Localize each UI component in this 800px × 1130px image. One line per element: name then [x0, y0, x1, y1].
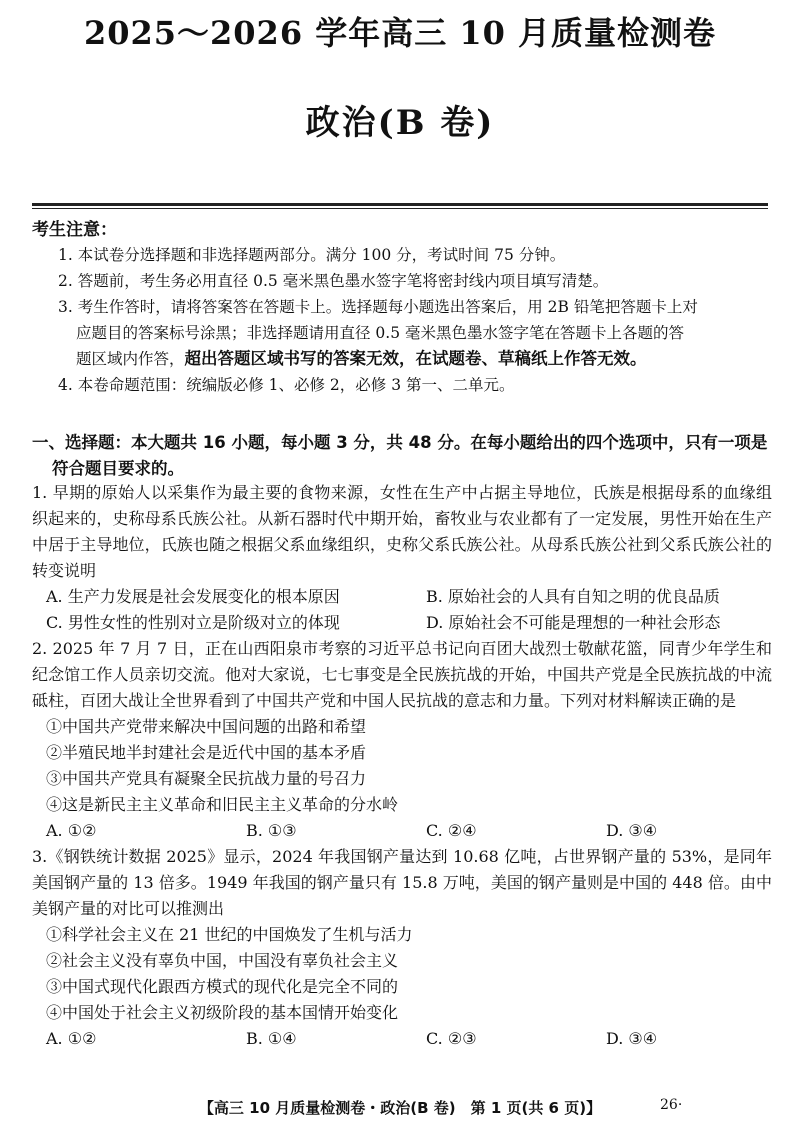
question-1 [32, 480, 772, 636]
option-b: B. 原始社会的人具有自知之明的优良品质 [426, 587, 720, 606]
question-options [32, 584, 772, 636]
header-divider [32, 203, 768, 206]
statement-2: ②社会主义没有辜负中国，中国没有辜负社会主义 [46, 951, 399, 970]
statement-4: ④中国处于社会主义初级阶段的基本国情开始变化 [46, 1003, 399, 1022]
option-d: D. 原始社会不可能是理想的一种社会形态 [426, 613, 721, 632]
option-a: A. ①② [46, 1029, 97, 1048]
question-options [32, 818, 772, 844]
statement-1: ①中国共产党带来解决中国问题的出路和希望 [46, 717, 367, 736]
statement-4: ④这是新民主主义革命和旧民主主义革命的分水岭 [46, 795, 399, 814]
question-list [32, 480, 772, 1052]
option-c: C. ②③ [426, 1029, 477, 1048]
notice-item-3 [58, 294, 768, 372]
statement-2: ②半殖民地半封建社会是近代中国的基本矛盾 [46, 743, 367, 762]
section-heading-line1: 一、选择题：本大题共 16 小题，每小题 3 分，共 48 分。在每小题给出的四个选项中，只有一项是 [32, 433, 768, 452]
option-a: A. ①② [46, 821, 97, 840]
question-2 [32, 636, 772, 844]
question-statements [32, 922, 772, 1026]
option-b: B. ①③ [246, 821, 297, 840]
question-3 [32, 844, 772, 1052]
option-a: A. 生产力发展是社会发展变化的根本原因 [46, 587, 340, 606]
notice-item-3-line3-plain: 题区域内作答， [76, 350, 185, 368]
option-b: B. ①④ [246, 1029, 297, 1048]
notice-list [58, 242, 768, 398]
page-footer: 【高三 10 月质量检测卷・政治(B 卷) 第 1 页(共 6 页)】 [198, 1099, 602, 1117]
section-heading-line2: 符合题目要求的。 [52, 459, 184, 478]
page-code: 26· [660, 1097, 683, 1113]
section-heading [32, 430, 772, 482]
statement-3: ③中国式现代化跟西方模式的现代化是完全不同的 [46, 977, 399, 996]
notice-item-3-line1: 3. 考生作答时，请将答案答在答题卡上。选择题每小题选出答案后，用 2B 铅笔把答题卡上对 [58, 298, 698, 316]
notice-item-2: 2. 答题前，考生务必用直径 0.5 毫米黑色墨水签字笔将密封线内项目填写清楚。 [58, 272, 609, 290]
notice-item-4: 4. 本卷命题范围：统编版必修 1、必修 2，必修 3 第一、二单元。 [58, 376, 515, 394]
option-c: C. 男性女性的性别对立是阶级对立的体现 [46, 613, 340, 632]
exam-subject: 政治(B 卷) [305, 103, 495, 143]
question-stem: 1. 早期的原始人以采集作为最主要的食物来源，女性在生产中占据主导地位，氏族是根据母系的血缘组织起来的，史称母系氏族公社。从新石器时代中期开始，畜牧业与农业都有了一定发展，男性开始在生产中居于主导地位，氏族也随之根据父系血缘组织，史称父系氏族公社。从母系氏族公社到父系氏族公社的转变说明 [32, 483, 772, 580]
notice-item-3-line3 [58, 346, 768, 372]
notice-warning-text: 超出答题区域书写的答案无效，在试题卷、草稿纸上作答无效。 [184, 349, 647, 368]
option-d: D. ③④ [606, 821, 658, 840]
notice-item-3-line2: 应题目的答案标号涂黑；非选择题请用直径 0.5 毫米黑色墨水签字笔在答题卡上各题的答 [76, 324, 685, 342]
statement-1: ①科学社会主义在 21 世纪的中国焕发了生机与活力 [46, 925, 413, 944]
notice-heading: 考生注意： [32, 220, 117, 240]
question-options [32, 1026, 772, 1052]
statement-3: ③中国共产党具有凝聚全民抗战力量的号召力 [46, 769, 367, 788]
header-divider-thin [32, 208, 768, 209]
option-c: C. ②④ [426, 821, 477, 840]
option-d: D. ③④ [606, 1029, 658, 1048]
question-stem: 3.《钢铁统计数据 2025》显示，2024 年我国钢产量达到 10.68 亿吨，占世界钢产量的 53%，是同年美国钢产量的 13 倍多。1949 年我国的钢产量只有 15.8 万吨，美国的钢产量则是中国的 448 倍。由中美钢产量的对比可以推测出 [32, 847, 772, 918]
notice-item-1: 1. 本试卷分选择题和非选择题两部分。满分 100 分，考试时间 75 分钟。 [58, 246, 566, 264]
question-statements [32, 714, 772, 818]
exam-title: 2025～2026 学年高三 10 月质量检测卷 [83, 14, 717, 52]
question-stem: 2. 2025 年 7 月 7 日，正在山西阳泉市考察的习近平总书记向百团大战烈士敬献花篮，同青少年学生和纪念馆工作人员亲切交流。他对大家说，七七事变是全民族抗战的开始，中国共产党是全民族抗战的中流砥柱，百团大战让全世界看到了中国共产党和中国人民抗战的意志和力量。下列对材料解读正确的是 [32, 639, 772, 710]
